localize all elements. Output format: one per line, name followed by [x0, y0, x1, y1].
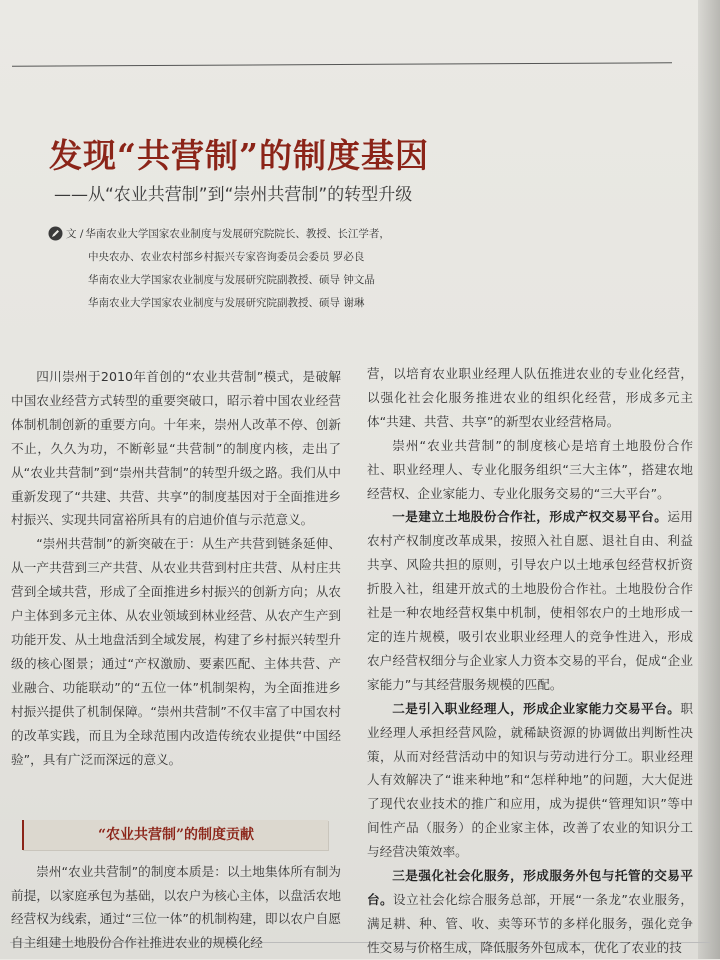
body-paragraph: “崇州共营制”的新突破在于：从生产共营到链条延伸、从一产共营到三产共营、从农业共营到村庄共营、从村庄共营到全域共营，形成了全面推进乡村振兴的创新方向；从农户主体到多元主体、从农业领域到林业经营、从农产生产到功能开发、从土地盘活到全域发展，构建了乡村振兴转型升级的核心图景；通过“产权激励、要素匹配、主体共营、产业融合、功能联动”的“五位一体”机制架构，为全面推进乡村振兴提供了机制保障。“崇州共营制”不仅丰富了中国农村的改革实践，而且为全球范围内改造传统农业提供“中国经验”，具有广泛而深远的意义。 [11, 536, 341, 767]
body-paragraph: 崇州“农业共营制”的制度核心是培育土地股份合作社、职业经理人、专业化服务组织“三大主体”，搭建农地经营权、企业家能力、专业化服务交易的“三大平台”。 [367, 437, 693, 501]
point-paragraph [367, 505, 693, 696]
section-heading-box [22, 820, 328, 850]
header-rule [12, 62, 672, 66]
author-line: 华南农业大学国家农业制度与发展研究院副教授、硕导 钟文晶 [88, 274, 375, 286]
point-paragraph [367, 697, 693, 864]
point-text: 设立社会化综合服务总部，开展“一条龙”农业服务，满足耕、种、管、收、卖等环节的多样化服务，强化竞争性交易与价格生成，降低服务外包成本，优化了农业的技 [367, 891, 693, 955]
page-edge-shadow [698, 0, 720, 959]
point-text: 运用农村产权制度改革成果，按照入社自愿、退社自由、利益共享、风险共担的原则，引导农户以土地承包经营权折资折股入社，组建开放式的土地股份合作社。土地股份合作社是一种农地经营权集中机制，使相邻农户的土地形成一定的连片规模，吸引农业职业经理人的竞争性进入，形成农户经营权细分与企业家人力资本交易的平台，促成“企业家能力”与其经营服务规模的匹配。 [367, 509, 694, 692]
byline-prefix: 文 / [66, 228, 84, 240]
point-paragraph [367, 864, 693, 960]
byline [48, 222, 408, 314]
article-title: 发现“共营制”的制度基因 [49, 136, 429, 175]
body-paragraph-continued: 营，以培育农业职业经理人队伍推进农业的专业化经营，以强化社会化服务推进农业的组织化经营，形成多元主体“共建、共营、共享”的新型农业经营格局。 [367, 366, 693, 429]
byline-line [48, 222, 408, 245]
left-column-section [11, 860, 341, 954]
byline-line [48, 268, 408, 291]
byline-line [48, 291, 408, 314]
body-paragraph: 崇州“农业共营制”的制度本质是：以土地集体所有制为前提，以家庭承包为基础，以农户为核心主体，以盘活农地经营权为线索，通过“三位一体”的机制构建，即以农户自愿自主组建土地股份合作社推进农业的规模化经 [11, 864, 341, 950]
point-lead: 二是引入职业经理人，形成企业家能力交易平台。 [392, 700, 681, 716]
author-line: 华南农业大学国家农业制度与发展研究院副教授、硕导 谢琳 [88, 297, 365, 309]
body-paragraph: 四川崇州于2010年首创的“农业共营制”模式，是破解中国农业经营方式转型的重要突破口，昭示着中国农业经营体制机制创新的重要方向。十年来，崇州人改革不停、创新不止，久久为功，不断彰显“共营制”的制度内核，走出了从“农业共营制”到“崇州共营制”的转型升级之路。我们从中重新发现了“共建、共营、共享”的制度基因对于全面推进乡村振兴、实现共同富裕所具有的启迪价值与示范意义。 [11, 369, 341, 528]
author-line: 华南农业大学国家农业制度与发展研究院院长、教授、长江学者， [85, 228, 390, 240]
article-subtitle: ——从“农业共营制”到“崇州共营制”的转型升级 [54, 185, 413, 205]
author-line: 中央农办、农业农村部乡村振兴专家咨询委员会委员 罗必良 [88, 251, 365, 263]
byline-line [48, 245, 408, 268]
point-lead: 三是强化社会化服务，形成服务外包与托管的交易平台。 [367, 868, 693, 907]
point-lead: 一是建立土地股份合作社，形成产权交易平台。 [392, 509, 668, 525]
point-text: 职业经理人承担经营风险，就稀缺资源的协调做出判断性决策，从而对经营活动中的知识与劳动进行分工。职业经理人有效解决了“谁来种地”和“怎样种地”的问题，大大促进了现代农业技术的推广和应用，成为提供“管理知识”等中间性产品（服务）的企业家主体，改善了农业的知识分工与经营决策效率。 [367, 700, 693, 860]
pen-icon [48, 226, 63, 241]
left-column [11, 365, 341, 771]
section-heading: “农业共营制”的制度贡献 [97, 827, 255, 843]
right-column [367, 362, 693, 960]
